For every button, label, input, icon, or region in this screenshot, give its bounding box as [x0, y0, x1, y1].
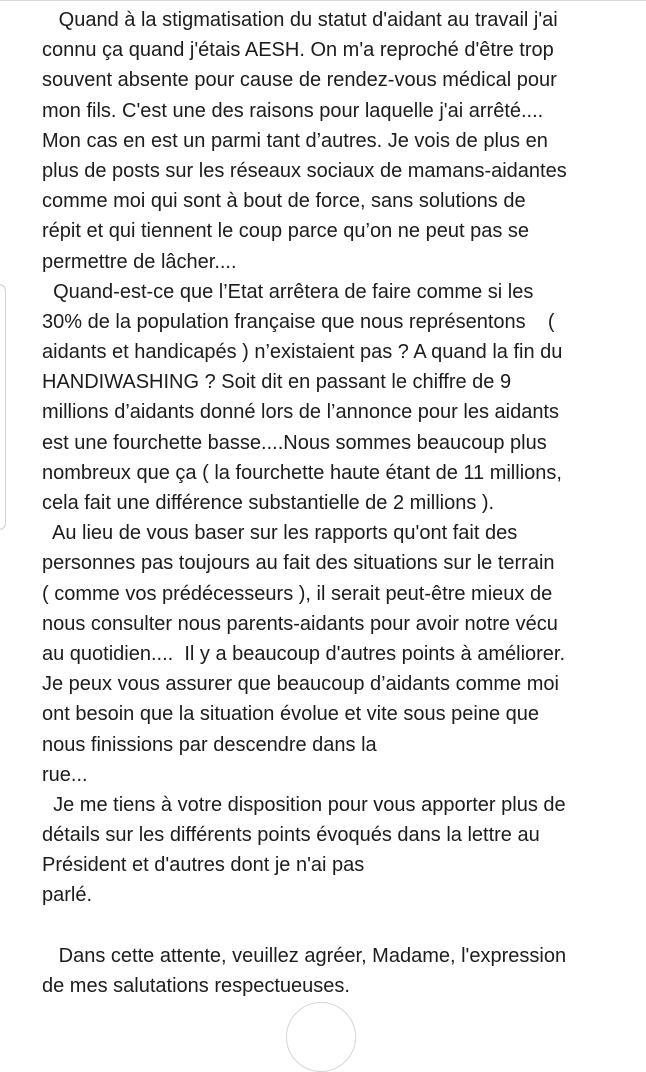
bottom-circle-edge — [286, 1002, 356, 1072]
text-line: comme moi qui sont à bout de force, sans solutions de — [42, 190, 526, 213]
text-line: rue... — [42, 763, 88, 786]
text-line: permettre de lâcher.... — [42, 250, 237, 273]
text-line: Quand-est-ce que l’Etat arrêtera de faire comme si les — [42, 280, 534, 303]
text-line: au quotidien.... Il y a beaucoup d'autres points à améliorer. — [42, 642, 566, 665]
text-line: nombreux que ça ( la fourchette haute étant de 11 millions, — [42, 461, 562, 484]
text-line: mon fils. C'est une des raisons pour laquelle j'ai arrêté.... — [42, 99, 544, 122]
text-line: Mon cas en est un parmi tant d’autres. Je vois de plus en — [42, 129, 548, 152]
text-line: connu ça quand j'étais AESH. On m'a reproché d'être trop — [42, 39, 554, 62]
text-line: cela fait une différence substantielle de 2 millions ). — [42, 492, 495, 514]
text-line: de mes salutations respectueuses. — [42, 975, 350, 997]
top-divider — [0, 0, 646, 1]
text-line: nous consulter nous parents-aidants pour avoir notre vécu — [42, 612, 558, 635]
letter-body — [42, 5, 642, 1001]
text-line: est une fourchette basse....Nous sommes beaucoup plus — [42, 431, 547, 454]
text-line: répit et qui tiennent le coup parce qu’on ne peut pas se — [42, 220, 530, 243]
text-line: ( comme vos prédécesseurs ), il serait peut-être mieux de — [42, 582, 553, 605]
text-line: aidants et handicapés ) n’existaient pas ? A quand la fin du — [42, 341, 563, 364]
text-line: Je me tiens à votre disposition pour vous apporter plus de — [42, 793, 566, 816]
text-line: Dans cette attente, veuillez agréer, Madame, l'expression — [42, 944, 567, 967]
left-scroll-edge — [0, 284, 6, 530]
text-line: Président et d'autres dont je n'ai pas — [42, 854, 365, 877]
text-line: souvent absente pour cause de rendez-vous médical pour — [42, 69, 557, 92]
text-line: nous finissions par descendre dans la — [42, 733, 377, 756]
text-line: HANDIWASHING ? Soit dit en passant le chiffre de 9 — [42, 371, 512, 394]
paragraph-gap — [42, 911, 642, 941]
text-line: 30% de la population française que nous représentons ( — [42, 310, 555, 333]
text-line: Je peux vous assurer que beaucoup d’aidants comme moi — [42, 673, 559, 696]
text-line: Au lieu de vous baser sur les rapports qu'ont fait des — [42, 522, 518, 545]
text-line: plus de posts sur les réseaux sociaux de mamans-aidantes — [42, 159, 567, 182]
text-line: détails sur les différents points évoqués dans la lettre au — [42, 824, 540, 847]
text-line: ont besoin que la situation évolue et vite sous peine que — [42, 703, 540, 726]
text-line: millions d’aidants donné lors de l’annonce pour les aidants — [42, 401, 559, 424]
text-line: personnes pas toujours au fait des situations sur le terrain — [42, 552, 555, 575]
text-line: parlé. — [42, 884, 93, 907]
text-line: Quand à la stigmatisation du statut d'aidant au travail j'ai — [42, 9, 558, 31]
